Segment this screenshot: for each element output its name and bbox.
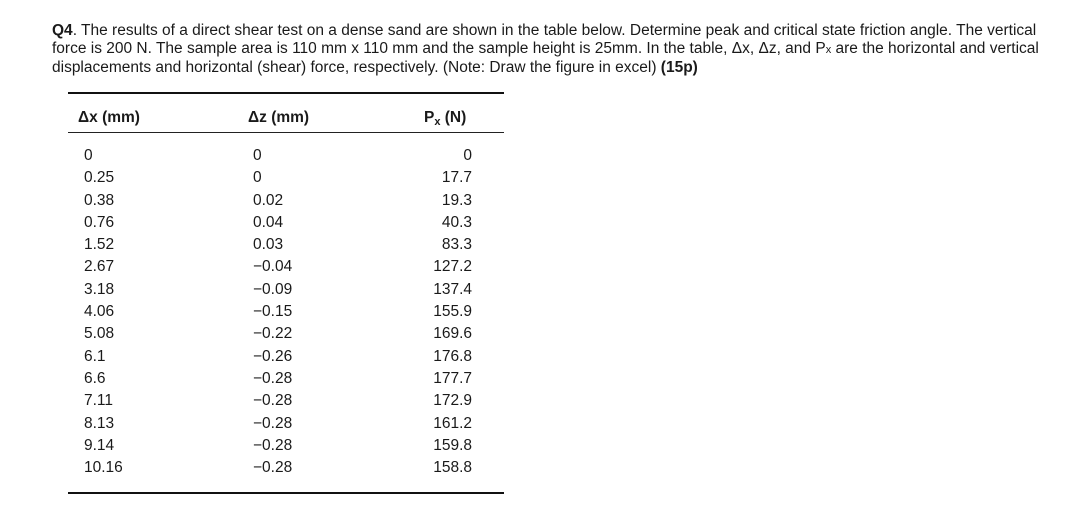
cell-dz: −0.22: [253, 325, 293, 343]
cell-px: 169.6: [433, 325, 472, 343]
table-body: [68, 133, 504, 492]
cell-dx: 0.25: [84, 169, 115, 187]
cell-dz: −0.09: [253, 280, 293, 298]
cell-px: 155.9: [433, 303, 472, 321]
cell-px: 0: [463, 147, 472, 164]
table-row: [68, 192, 504, 214]
cell-dx: 0: [84, 147, 93, 164]
header-px-main: P: [424, 109, 435, 126]
question-body-part2: are the horizontal and vertical displacements and horizontal (shear) force, respectively. (Note: Draw the figure in excel): [52, 40, 1039, 76]
cell-dz: −0.04: [253, 258, 293, 276]
shear-test-table: [68, 92, 504, 494]
cell-dz: 0.02: [253, 191, 284, 209]
table-row: [68, 236, 504, 258]
cell-dz: −0.28: [253, 436, 293, 454]
cell-dx: 1.52: [84, 236, 115, 254]
question-text: [52, 22, 1052, 77]
cell-dx: 0.76: [84, 213, 115, 231]
table-row: [68, 303, 504, 325]
header-px-unit: (N): [440, 109, 467, 126]
table-bottom-rule: [68, 492, 504, 494]
header-px-sub: x: [434, 116, 441, 128]
cell-dz: −0.28: [253, 392, 293, 410]
cell-px: 159.8: [433, 436, 472, 454]
table-header-row: [68, 94, 504, 132]
header-dx: Δx (mm): [78, 109, 140, 126]
cell-dz: −0.28: [253, 414, 293, 432]
table-row: [68, 459, 504, 481]
cell-dz: −0.15: [253, 303, 293, 321]
cell-dx: 6.6: [84, 369, 106, 387]
cell-dx: 9.14: [84, 436, 115, 454]
cell-dz: −0.28: [253, 369, 293, 387]
table-row: [68, 147, 504, 169]
question-body-part1: . The results of a direct shear test on a dense sand are shown in the table below. Determine peak and critical state friction angle. The vertical force is 200 N. The sample area is 110 mm x 110 mm and the sample height is 25mm. In the table, Δx, Δz, and P: [52, 22, 1037, 57]
table-row: [68, 348, 504, 370]
cell-px: 83.3: [441, 236, 472, 254]
cell-dz: −0.26: [253, 347, 293, 365]
table-row: [68, 169, 504, 191]
cell-dz: 0.03: [253, 236, 284, 254]
header-dz: Δz (mm): [248, 109, 310, 126]
cell-px: 161.2: [433, 414, 472, 432]
table-row: [68, 281, 504, 303]
table-row: [68, 415, 504, 437]
table-row: [68, 392, 504, 414]
header-px: [424, 109, 466, 127]
cell-dx: 6.1: [84, 347, 106, 365]
question-subscript: x: [825, 44, 832, 56]
cell-dx: 10.16: [84, 459, 123, 477]
table-row: [68, 214, 504, 236]
cell-px: 40.3: [441, 213, 472, 231]
cell-px: 19.3: [441, 191, 472, 209]
cell-dz: −0.28: [253, 459, 293, 477]
cell-px: 177.7: [433, 369, 472, 387]
table-row: [68, 325, 504, 347]
cell-px: 127.2: [433, 258, 472, 276]
table-row: [68, 258, 504, 280]
cell-px: 176.8: [433, 347, 472, 365]
cell-dx: 7.11: [84, 392, 114, 410]
cell-dz: 0.04: [253, 213, 284, 231]
cell-dz: 0: [253, 147, 262, 164]
cell-px: 172.9: [433, 392, 472, 410]
cell-px: 137.4: [433, 280, 472, 298]
cell-dz: 0: [253, 169, 262, 187]
cell-dx: 0.38: [84, 191, 115, 209]
cell-dx: 8.13: [84, 414, 115, 432]
cell-px: 158.8: [433, 459, 472, 477]
question-number: Q4: [52, 22, 73, 39]
table-row: [68, 437, 504, 459]
cell-dx: 4.06: [84, 303, 115, 321]
question-points: (15p): [660, 59, 698, 76]
cell-px: 17.7: [441, 169, 472, 187]
table-row: [68, 370, 504, 392]
cell-dx: 3.18: [84, 280, 115, 298]
cell-dx: 2.67: [84, 258, 115, 276]
cell-dx: 5.08: [84, 325, 115, 343]
